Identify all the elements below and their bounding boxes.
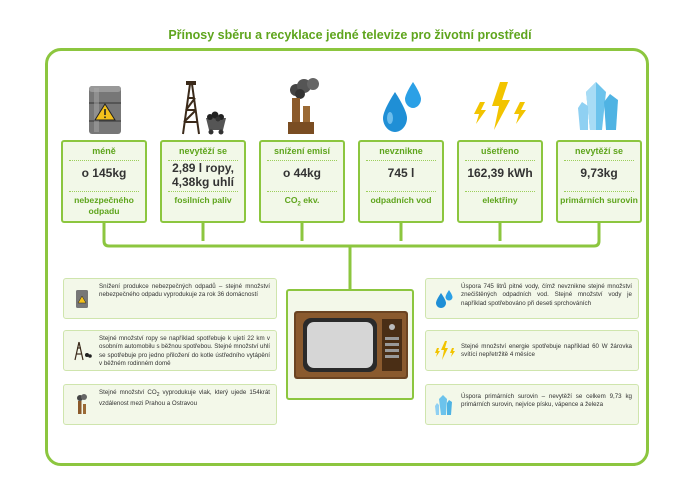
lightning-icon (466, 78, 536, 140)
card-value (162, 161, 244, 189)
info-raw-materials (425, 384, 639, 425)
card-value: 9,73kg (580, 166, 618, 180)
factory-smoke-icon (71, 394, 93, 416)
card-header: méně (92, 146, 116, 156)
water-drops-icon (433, 288, 455, 310)
crystal-icon (433, 394, 455, 416)
card-fossil-fuels (160, 140, 246, 223)
oil-derrick-coal-icon (71, 340, 93, 362)
card-footer: fosilních paliv (174, 195, 232, 205)
oil-derrick-coal-icon (168, 78, 238, 140)
card-raw-materials (556, 140, 642, 223)
water-drops-icon (369, 78, 439, 140)
card-footer: odpadních vod (370, 195, 432, 205)
card-value: 162,39 kWh (467, 166, 533, 180)
card-waste-water (358, 140, 444, 223)
card-hazardous-waste (61, 140, 147, 223)
barrel-warning-icon (71, 288, 93, 310)
card-value: 745 l (387, 166, 415, 180)
co2-subscript: 2 (297, 201, 301, 208)
television-panel (286, 289, 414, 400)
info-text (99, 389, 270, 408)
card-header: snížení emisí (273, 146, 331, 156)
co2-subscript: 2 (156, 392, 160, 399)
card-value: o 44kg (282, 166, 321, 180)
card-header: nevytěží se (574, 146, 624, 156)
card-header: nevznikne (379, 146, 423, 156)
card-footer (263, 195, 341, 211)
card-header: ušetřeno (480, 146, 519, 156)
info-hazardous-waste (63, 278, 277, 319)
television-icon (294, 311, 408, 381)
card-emissions (259, 140, 345, 223)
info-fossil-fuels (63, 330, 277, 371)
card-footer: elektřiny (482, 195, 518, 205)
info-emissions (63, 384, 277, 425)
card-value-line-2: 4,38kg uhlí (171, 175, 235, 189)
info-text: Snížení produkce nebezpečných odpadů – stejné množství nebezpečného odpadu vyprodukuje za rok 36 domácností (99, 283, 270, 299)
page-title: Přínosy sběru a recyklace jedné televize pro životní prostředí (168, 28, 532, 42)
factory-smoke-icon (268, 78, 338, 140)
info-text: Úspora 745 litrů pitné vody, čímž nevznikne stejné množství znečištěných odpadních vod. Stejné množství vody je například spotřebováno při deseti sprchováních (461, 283, 632, 307)
card-electricity (457, 140, 543, 223)
card-header: nevytěží se (178, 146, 228, 156)
card-footer: nebezpečného odpadu (74, 195, 134, 216)
card-footer: primárních surovin (560, 195, 638, 205)
co2-label: CO (284, 195, 298, 205)
barrel-warning-icon (70, 78, 140, 140)
info-text: Stejné množství energie spotřebuje například 60 W žárovka svítící nepřetržitě 4 měsíce (461, 343, 632, 359)
lightning-icon (433, 340, 455, 362)
info-text-part: Stejné množství CO (99, 389, 157, 396)
info-text: Úspora primárních surovin – nevytěží se celkem 9,73 kg primárních surovin, nejvíce písku, vápence a železa (461, 393, 632, 409)
co2-tail: ekv. (300, 195, 320, 205)
info-text-part: vyprodukuje vlak, který ujede 154krát vzdálenost mezi Prahou a Ostravou (99, 389, 270, 407)
card-value: o 145kg (81, 166, 127, 180)
crystal-icon (566, 76, 636, 138)
info-text: Stejné množství ropy se například spotřebuje k ujetí 22 km v osobním automobilu s běžnou spotřebou. Stejné množství uhlí se spotřebuje pro jedno přiložení do kotle ústředního vytápění v běžném rodinném domě (99, 335, 270, 368)
card-value-line-1: 2,89 l ropy, (172, 161, 234, 175)
info-electricity (425, 330, 639, 371)
info-water (425, 278, 639, 319)
